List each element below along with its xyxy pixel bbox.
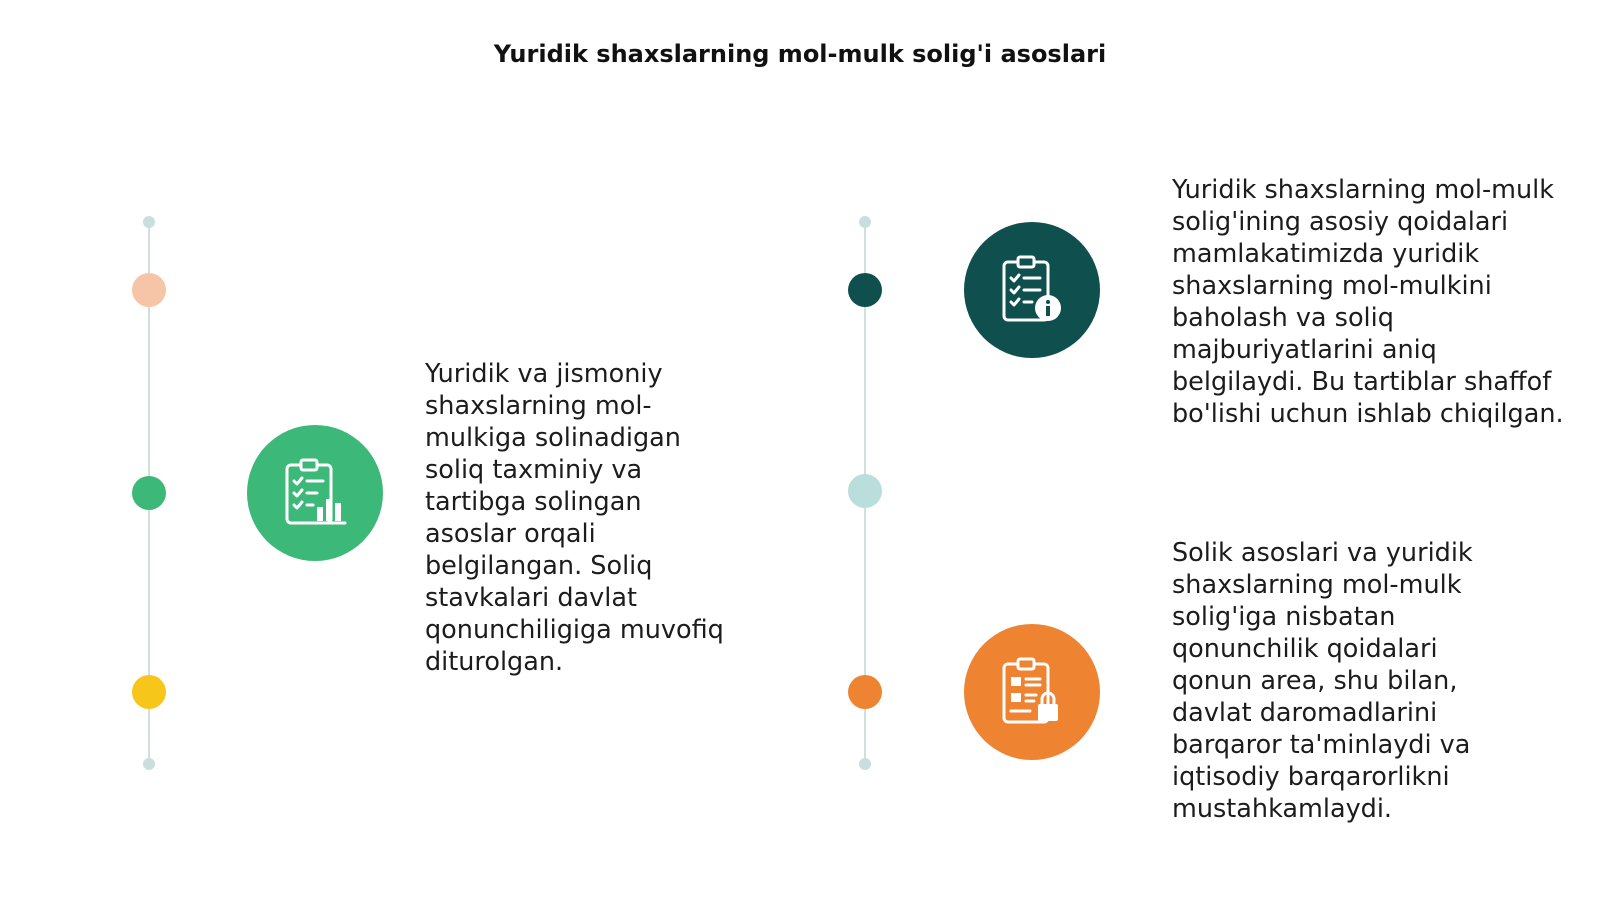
timeline-marker-yellow [132, 675, 166, 709]
timeline-marker-green [132, 476, 166, 510]
timeline-marker-peach [132, 273, 166, 307]
item-text: Yuridik shaxslarning mol-mulk solig'ining asosiy qoidalari mamlakatimizda yuridik shaxslarning mol-mulkini baholash va soliq majburiyatlarini aniq belgilaydi. Bu tartiblar shaffof bo'lishi uchun ishlab chiqilgan. [1172, 175, 1564, 429]
item-text: Solik asoslari va yuridik shaxslarning mol-mulk solig'iga nisbatan qonunchilik qoidalari qonun area, shu bilan, davlat daromadlarini barqaror ta'minlaydi va iqtisodiy barqarorlikni mustahkamlaydi. [1172, 538, 1473, 824]
page-title: Yuridik shaxslarning mol-mulk solig'i asoslari [493, 40, 1107, 68]
timeline-end-dot [859, 758, 871, 770]
item-icon-badge [247, 425, 383, 561]
item-icon-badge [964, 222, 1100, 358]
item-text: Yuridik va jismoniy shaxslarning mol-mulkiga solinadigan soliq taxminiy va tartibga solingan asoslar orqali belgilangan. Soliq stavkalari davlat qonunchiligiga muvofiq diturolgan. [425, 359, 724, 677]
timeline-start-dot [859, 216, 871, 228]
clipboard-lock-icon [996, 656, 1068, 728]
timeline-start-dot [143, 216, 155, 228]
item-icon-badge [964, 624, 1100, 760]
timeline-marker-light-teal [848, 474, 882, 508]
clipboard-info-icon [996, 254, 1068, 326]
timeline-marker-dark-teal [848, 273, 882, 307]
clipboard-chart-icon [279, 457, 351, 529]
timeline-end-dot [143, 758, 155, 770]
timeline-marker-orange [848, 675, 882, 709]
